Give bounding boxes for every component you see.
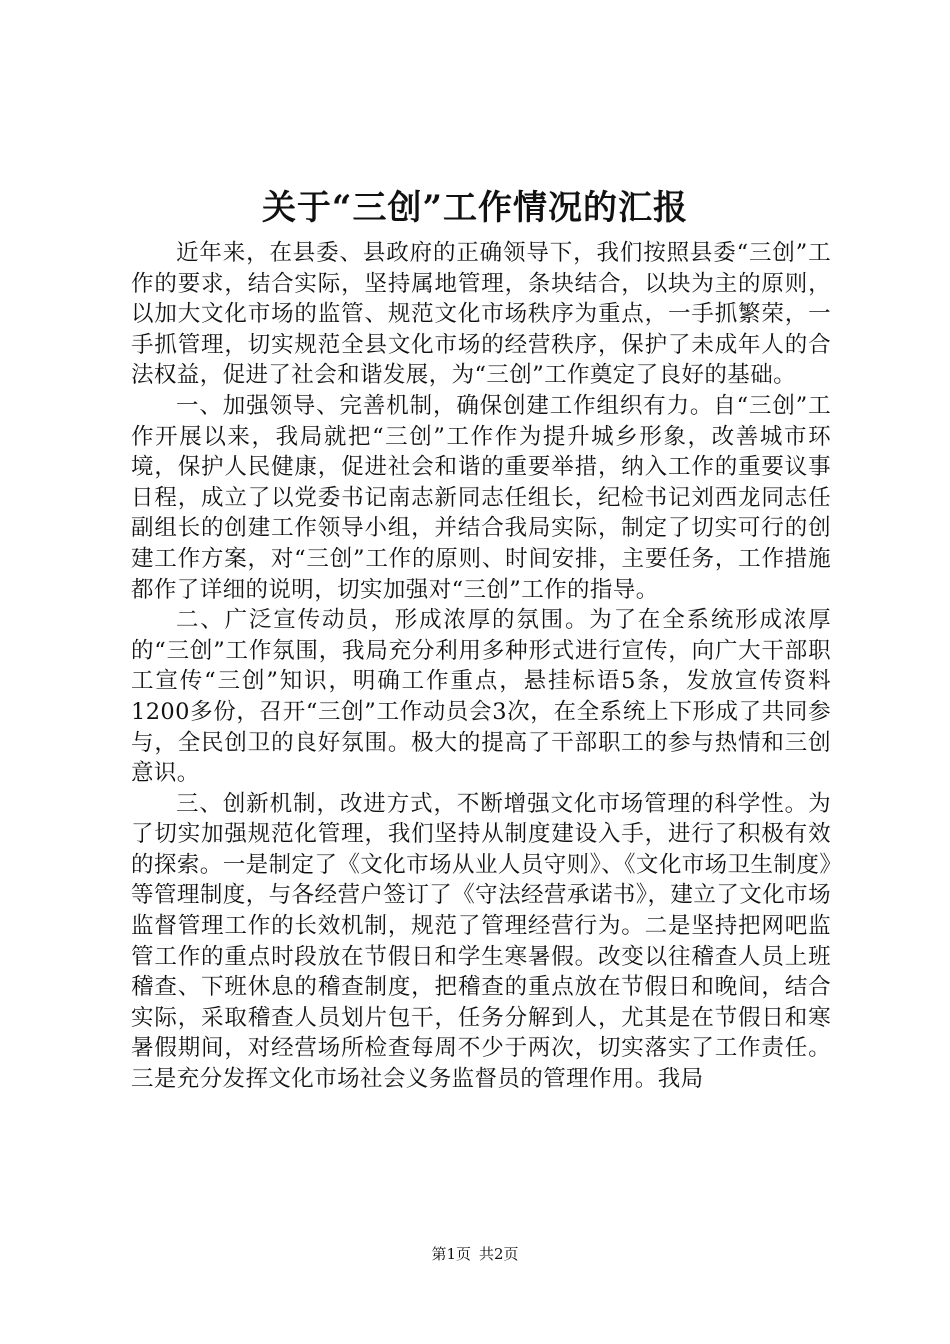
page-footer <box>0 1244 950 1264</box>
paragraph-section-2: 二、广泛宣传动员，形成浓厚的氛围。为了在全系统形成浓厚的“三创”工作氛围，我局充分利用多种形式进行宣传，向广大干部职工宣传“三创”知识，明确工作重点，悬挂标语5条，发放宣传资料1200多份，召开“三创”工作动员会3次，在全系统上下形成了共同参与，全民创卫的良好氛围。极大的提高了干部职工的参与热情和三创意识。 <box>131 607 831 787</box>
page-total: 共2页 <box>479 1245 519 1263</box>
document-title: 关于“三创”工作情况的汇报 <box>261 188 689 228</box>
paragraph-intro: 近年来，在县委、县政府的正确领导下，我们按照县委“三创”工作的要求，结合实际，坚持属地管理，条块结合，以块为主的原则，以加大文化市场的监管、规范文化市场秩序为重点，一手抓繁荣，一手抓管理，切实规范全县文化市场的经营秩序，保护了未成年人的合法权益，促进了社会和谐发展，为“三创”工作奠定了良好的基础。 <box>131 240 831 389</box>
paragraph-section-1: 一、加强领导、完善机制，确保创建工作组织有力。自“三创”工作开展以来，我局就把“三创”工作作为提升城乡形象，改善城市环境，保护人民健康，促进社会和谐的重要举措，纳入工作的重要议事日程，成立了以党委书记南志新同志任组长，纪检书记刘西龙同志任副组长的创建工作领导小组，并结合我局实际，制定了切实可行的创建工作方案，对“三创”工作的原则、时间安排，主要任务，工作措施都作了详细的说明，切实加强对“三创”工作的指导。 <box>131 392 831 603</box>
paragraph-section-3: 三、创新机制，改进方式，不断增强文化市场管理的科学性。为了切实加强规范化管理，我们坚持从制度建设入手，进行了积极有效的探索。一是制定了《文化市场从业人员守则》、《文化市场卫生制度》等管理制度，与各经营户签订了《守法经营承诺书》，建立了文化市场监督管理工作的长效机制，规范了管理经营行为。二是坚持把网吧监管工作的重点时段放在节假日和学生寒暑假。改变以往稽查人员上班稽查、下班休息的稽查制度，把稽查的重点放在节假日和晚间，结合实际，采取稽查人员划片包干，任务分解到人，尤其是在节假日和寒暑假期间，对经营场所检查每周不少于两次，切实落实了工作责任。三是充分发挥文化市场社会义务监督员的管理作用。我局 <box>131 790 831 1093</box>
page-number: 第1页 <box>431 1245 471 1263</box>
document-body <box>131 238 831 1095</box>
